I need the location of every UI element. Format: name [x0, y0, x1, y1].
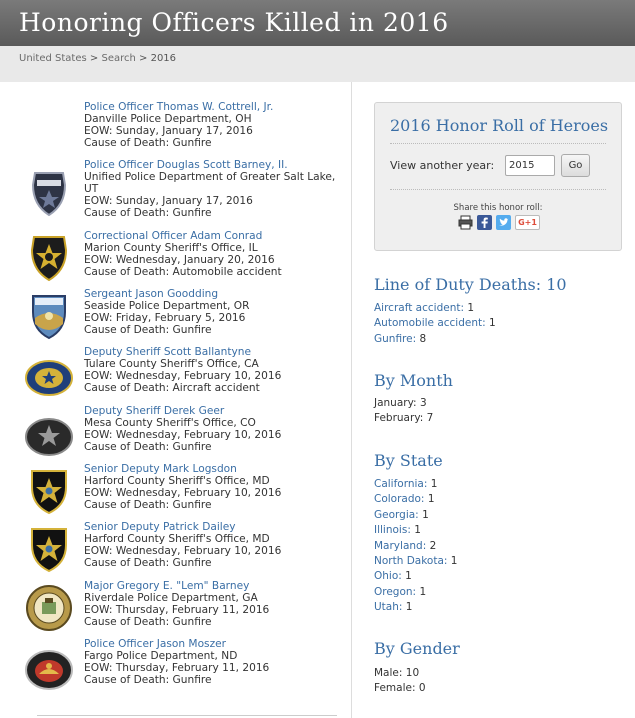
stat-value: 1 [489, 317, 496, 330]
stat-value: 3 [419, 397, 427, 409]
state-link[interactable]: Oregon: [374, 585, 417, 598]
officer-row [0, 346, 352, 406]
officer-eow: EOW: Thursday, February 11, 2016 [84, 604, 270, 616]
year-label: View another year: [390, 159, 495, 172]
list-item [374, 508, 457, 523]
officer-eow: EOW: Thursday, February 11, 2016 [84, 662, 270, 674]
officer-name-link[interactable]: Deputy Sheriff Derek Geer [84, 405, 225, 417]
stat-value: 1 [405, 601, 413, 614]
officer-cause: Cause of Death: Gunfire [84, 499, 212, 511]
state-link[interactable]: North Dakota: [374, 555, 448, 568]
state-stats-list [374, 477, 457, 616]
officer-cause: Cause of Death: Automobile accident [84, 266, 282, 278]
officer-department: Seaside Police Department, OR [84, 300, 250, 312]
stat-value: 10 [405, 667, 420, 679]
officer-name-link[interactable]: Sergeant Jason Goodding [84, 288, 219, 300]
officer-department: Unified Police Department of Greater Salt Lake, UT [84, 171, 336, 195]
officer-name-link[interactable]: Police Officer Thomas W. Cottrell, Jr. [84, 101, 274, 113]
twitter-icon[interactable] [496, 215, 511, 230]
list-item [374, 332, 496, 347]
officer-cause: Cause of Death: Gunfire [84, 441, 212, 453]
list-item [374, 301, 496, 316]
by-state-title: By State [374, 451, 443, 470]
officer-cause: Cause of Death: Gunfire [84, 557, 212, 569]
officer-eow: EOW: Sunday, January 17, 2016 [84, 125, 253, 137]
officer-row [0, 405, 352, 465]
officer-department: Marion County Sheriff's Office, IL [84, 242, 258, 254]
state-link[interactable]: California: [374, 478, 428, 490]
stat-label: Female: [374, 682, 416, 695]
officer-row [0, 463, 352, 523]
state-link[interactable]: Maryland: [374, 539, 427, 552]
breadcrumb-separator: > [89, 53, 102, 64]
state-link[interactable]: Georgia: [374, 508, 419, 521]
officer-department: Harford County Sheriff's Office, MD [84, 475, 270, 487]
officer-row [0, 230, 352, 290]
list-item [374, 666, 426, 681]
officer-row [0, 638, 352, 698]
google-plus-icon[interactable]: G+1 [515, 215, 540, 230]
officer-eow: EOW: Wednesday, January 20, 2016 [84, 254, 275, 266]
harford-county-badge-icon[interactable] [25, 525, 73, 573]
officer-info [84, 580, 346, 628]
list-item [374, 523, 457, 538]
cause-stats-list [374, 301, 496, 347]
officer-department: Danville Police Department, OH [84, 113, 252, 125]
officer-eow: EOW: Wednesday, February 10, 2016 [84, 487, 282, 499]
divider [390, 189, 606, 190]
stat-value: 7 [426, 412, 434, 425]
stat-label: January: [374, 397, 417, 409]
list-item [374, 316, 496, 331]
officer-cause: Cause of Death: Gunfire [84, 616, 212, 628]
tulare-county-patch-icon[interactable] [25, 352, 73, 400]
officer-department: Mesa County Sheriff's Office, CO [84, 417, 256, 429]
breadcrumb [19, 53, 176, 64]
sheriff-star-badge-icon[interactable] [25, 234, 73, 282]
officer-department: Tulare County Sheriff's Office, CA [84, 358, 259, 370]
officer-list [0, 82, 352, 718]
page-header [0, 0, 635, 46]
stat-value: 0 [418, 682, 426, 695]
facebook-icon[interactable] [477, 215, 492, 230]
stat-value: 1 [467, 302, 475, 314]
stat-value: 1 [405, 570, 412, 583]
officer-row [0, 521, 352, 581]
riverdale-police-seal-icon[interactable] [25, 584, 73, 632]
officer-cause: Cause of Death: Gunfire [84, 674, 212, 686]
officer-info [84, 405, 346, 453]
list-item [374, 585, 457, 600]
stat-value: 1 [427, 493, 435, 506]
officer-cause: Cause of Death: Gunfire [84, 137, 212, 149]
state-link[interactable]: Utah: [374, 601, 403, 614]
officer-name-link[interactable]: Police Officer Jason Moszer [84, 638, 227, 650]
officer-row [0, 580, 352, 640]
officer-eow: EOW: Sunday, January 17, 2016 [84, 195, 253, 207]
officer-info [84, 346, 346, 394]
list-item [374, 411, 433, 426]
year-input[interactable] [505, 155, 555, 176]
state-link[interactable]: Ohio: [374, 570, 402, 583]
honor-roll-box [374, 102, 622, 251]
cause-aircraft-link[interactable]: Aircraft accident: [374, 302, 465, 314]
officer-info [84, 230, 346, 278]
list-item [374, 554, 457, 569]
stat-value: 1 [422, 508, 429, 521]
month-stats-list [374, 396, 433, 427]
sidebar [353, 82, 635, 718]
officer-eow: EOW: Wednesday, February 10, 2016 [84, 545, 282, 557]
officer-row [0, 288, 352, 348]
police-shield-badge-icon[interactable] [25, 169, 73, 217]
gender-stats-list [374, 666, 426, 697]
list-item [374, 492, 457, 507]
officer-info [84, 521, 346, 569]
officer-info [84, 638, 346, 686]
state-link[interactable]: Illinois: [374, 524, 411, 537]
honor-roll-title: 2016 Honor Roll of Heroes [390, 116, 609, 135]
officer-cause: Cause of Death: Gunfire [84, 324, 212, 336]
stat-label: February: [374, 412, 424, 425]
harford-county-badge-icon[interactable] [25, 467, 73, 515]
divider [390, 143, 606, 144]
cause-gunfire-link[interactable]: Gunfire: [374, 332, 417, 345]
officer-eow: EOW: Wednesday, February 10, 2016 [84, 429, 282, 441]
stat-label: Male: [374, 667, 403, 679]
officer-department: Riverdale Police Department, GA [84, 592, 258, 604]
go-button[interactable]: Go [561, 154, 590, 177]
officer-info [84, 288, 346, 336]
list-item [374, 477, 457, 492]
cause-automobile-link[interactable]: Automobile accident: [374, 317, 486, 330]
list-item [374, 681, 426, 696]
officer-cause: Cause of Death: Aircraft accident [84, 382, 260, 394]
list-item [374, 600, 457, 615]
stat-value: 1 [450, 555, 458, 568]
officer-cause: Cause of Death: Gunfire [84, 207, 212, 219]
by-month-title: By Month [374, 371, 453, 390]
breadcrumb-bar [0, 46, 635, 82]
line-of-duty-title: Line of Duty Deaths: 10 [374, 275, 567, 294]
list-divider [37, 715, 337, 716]
by-gender-title: By Gender [374, 639, 460, 658]
stat-value: 1 [430, 478, 438, 490]
mesa-county-patch-icon[interactable] [25, 411, 73, 459]
breadcrumb-united-states[interactable]: United States [19, 53, 87, 64]
breadcrumb-separator: > [139, 53, 151, 64]
officer-eow: EOW: Wednesday, February 10, 2016 [84, 370, 282, 382]
officer-name-link[interactable]: Major Gregory E. "Lem" Barney [84, 580, 250, 592]
stat-value: 1 [419, 585, 427, 598]
share-label: Share this honor roll: [453, 203, 543, 213]
breadcrumb-current: 2016 [150, 53, 177, 64]
print-icon[interactable] [458, 215, 473, 230]
officer-eow: EOW: Friday, February 5, 2016 [84, 312, 246, 324]
breadcrumb-search[interactable]: Search [101, 53, 136, 64]
stat-value: 2 [429, 539, 437, 552]
list-item [374, 396, 433, 411]
officer-name-link[interactable]: Correctional Officer Adam Conrad [84, 230, 263, 242]
stat-value: 8 [419, 332, 427, 345]
officer-department: Fargo Police Department, ND [84, 650, 238, 662]
page-title: Honoring Officers Killed in 2016 [19, 8, 449, 37]
officer-name-link[interactable]: Senior Deputy Patrick Dailey [84, 521, 236, 533]
officer-info [84, 101, 346, 149]
officer-name-link[interactable]: Deputy Sheriff Scott Ballantyne [84, 346, 252, 358]
officer-row [0, 101, 352, 161]
officer-row [0, 159, 352, 219]
officer-name-link[interactable]: Police Officer Douglas Scott Barney, II. [84, 159, 288, 171]
officer-info [84, 463, 346, 511]
seaside-police-badge-icon[interactable] [25, 292, 73, 340]
officer-department: Harford County Sheriff's Office, MD [84, 533, 270, 545]
state-link[interactable]: Colorado: [374, 493, 425, 506]
list-item [374, 539, 457, 554]
officer-name-link[interactable]: Senior Deputy Mark Logsdon [84, 463, 237, 475]
officer-info [84, 159, 346, 219]
list-item [374, 569, 457, 584]
fargo-police-patch-icon[interactable] [25, 644, 73, 692]
stat-value: 1 [414, 524, 421, 537]
